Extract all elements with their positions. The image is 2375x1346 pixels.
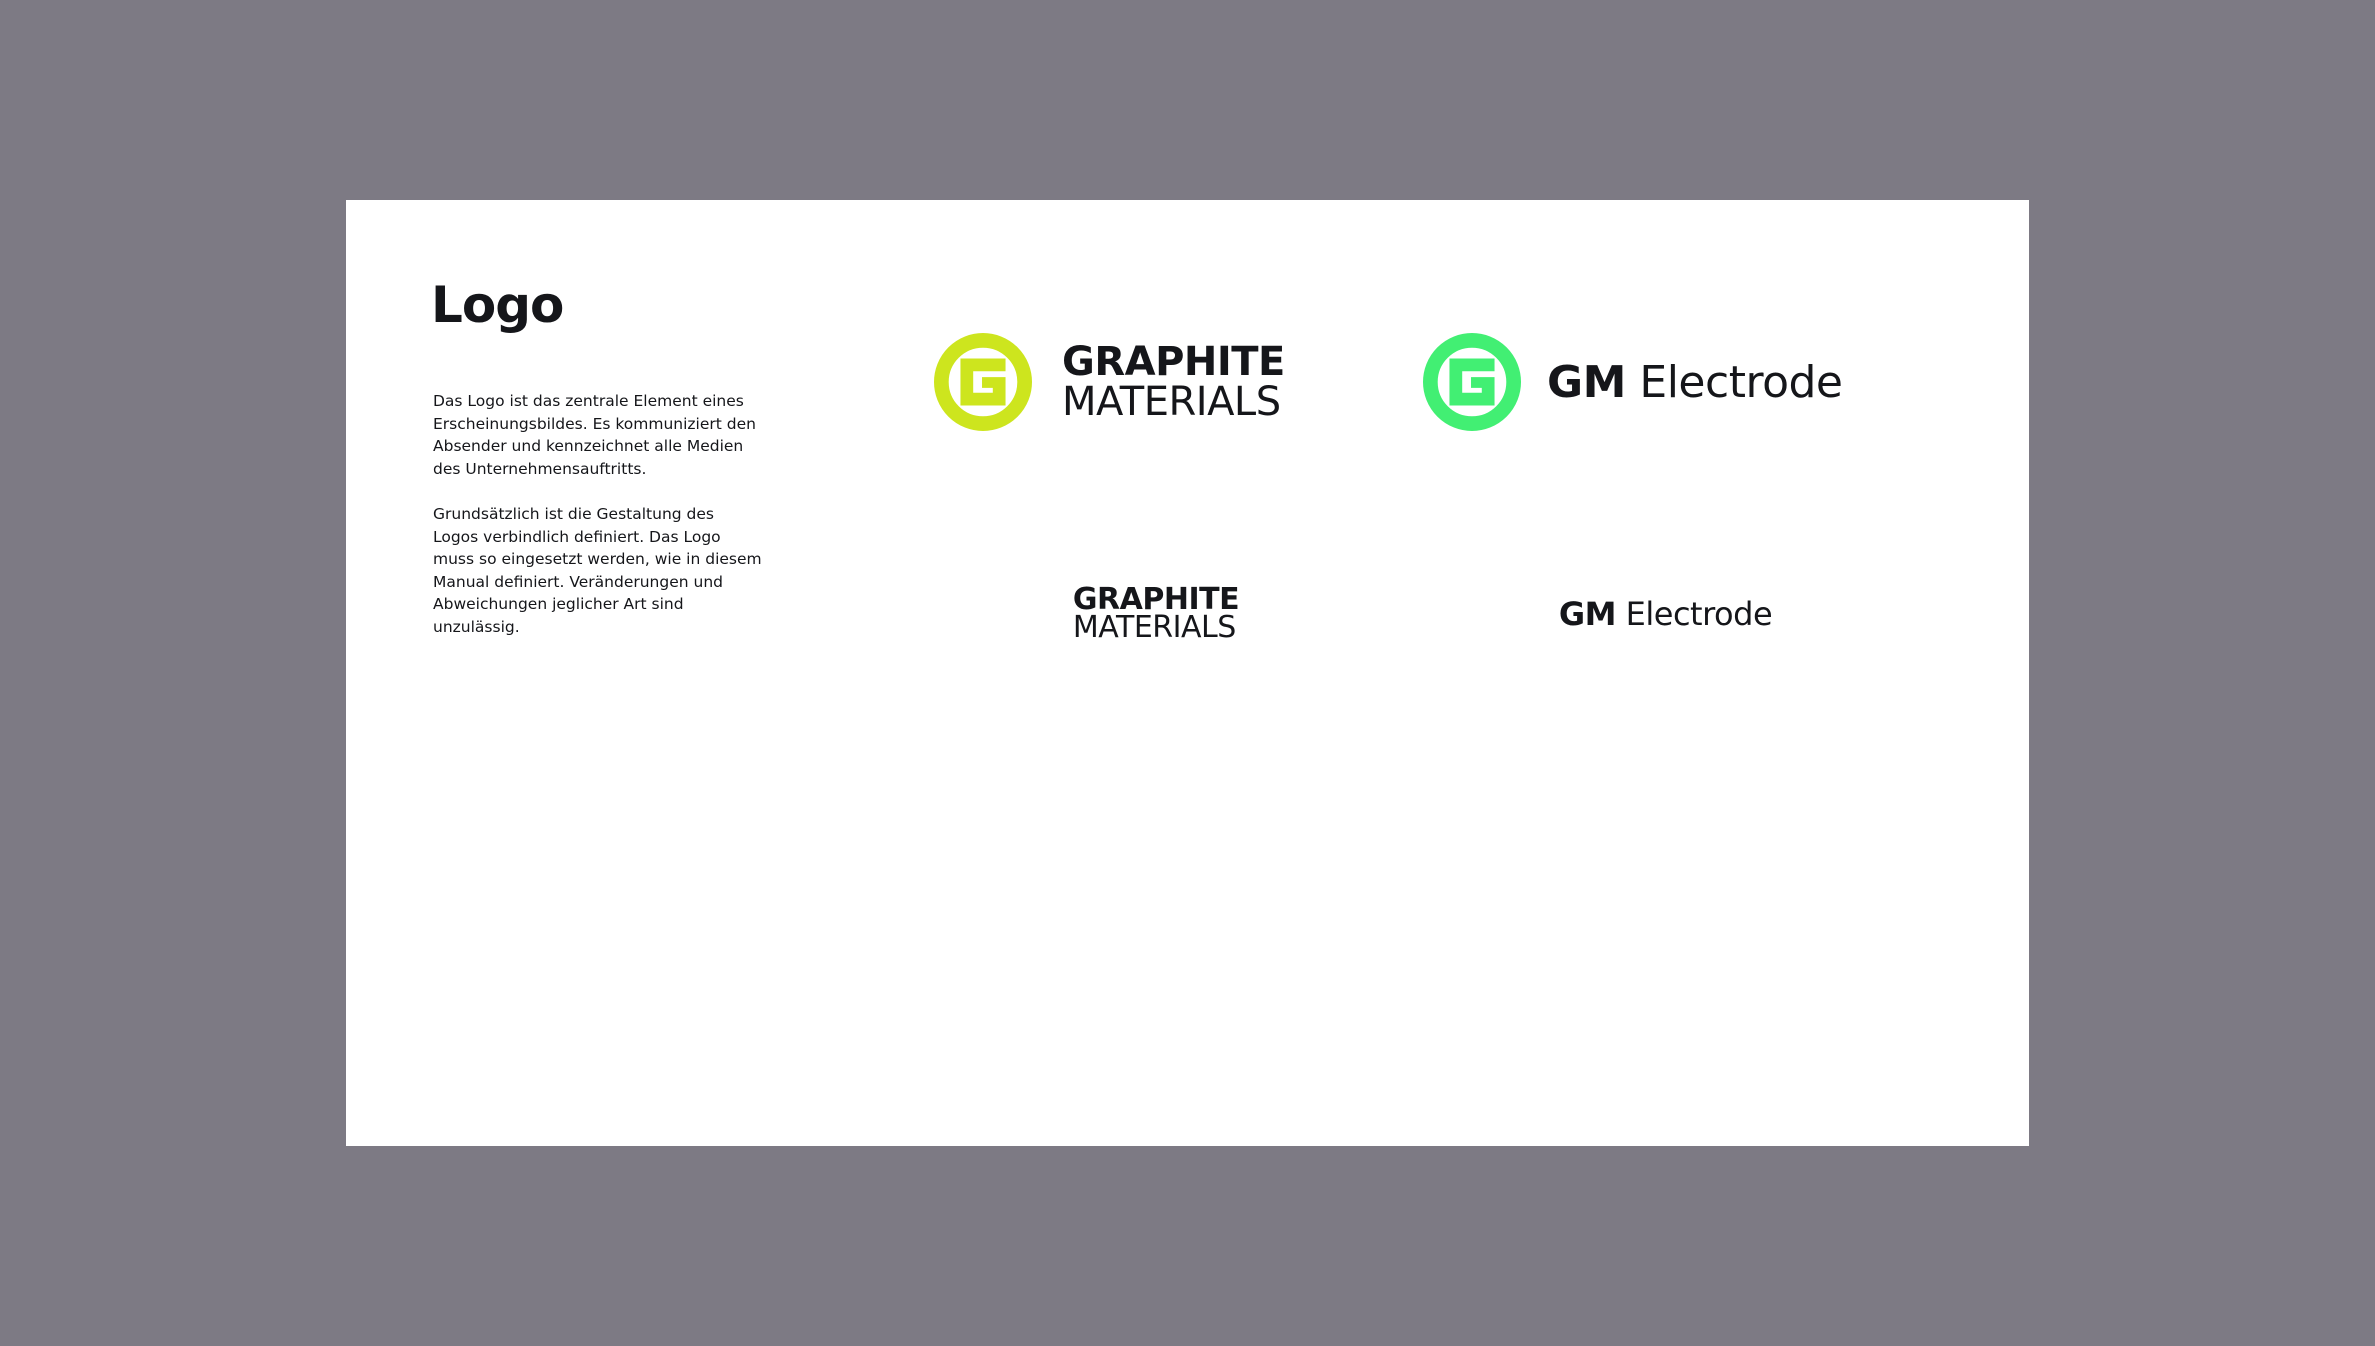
page-title: Logo [431,276,564,334]
gm-electrode-wordmark [1559,911,1772,949]
electrode-panel-black [1423,693,1820,851]
g-ring-icon [1471,580,1539,648]
gm-electrode-wordmark [1547,357,1843,408]
graphite-materials-wordmark [1072,898,1240,961]
graphite-panel-lime [934,535,1290,693]
description-paragraph-2: Grundsätzlich ist die Gestaltung des Logos verbindlich definiert. Das Logo muss so eingesetzt werden, wie in diesem Manual definiert. Veränderungen und Abweichungen jeglicher Art sind unzulässig. [433,505,762,636]
wordmark-line-1: GRAPHITE [1062,339,1285,385]
electrode-panel-green [1423,535,1820,693]
g-ring-icon [1471,896,1539,964]
graphite-panel-gray [934,851,1290,1009]
gm-electrode-wordmark [1559,753,1772,791]
wordmark-line-1: GRAPHITE [1072,582,1240,617]
gm-electrode-logo [1471,896,1772,964]
wordmark-regular-part: Electrode [1625,753,1773,791]
wordmark-regular-part: Electrode [1639,356,1843,408]
graphite-panel-black [934,693,1290,851]
description-text [433,390,763,661]
wordmark-line-1: GRAPHITE [1072,898,1240,933]
gm-electrode-logo [1471,580,1772,648]
graphite-materials-logo [985,896,1239,964]
g-ring-icon [934,333,1032,431]
gm-electrode-logo [1471,738,1772,806]
g-ring-icon [1471,738,1539,806]
g-ring-icon [985,580,1053,648]
graphite-materials-wordmark [1072,582,1240,645]
wordmark-bold-part: GM [1558,753,1616,791]
wordmark-regular-part: Electrode [1625,595,1773,633]
wordmark-line-2: MATERIALS [1072,768,1236,803]
graphite-materials-wordmark [1072,740,1240,803]
wordmark-regular-part: Electrode [1625,911,1773,949]
wordmark-bold-part: GM [1558,911,1616,949]
gm-electrode-wordmark [1559,595,1772,633]
wordmark-bold-part: GM [1547,356,1626,408]
graphite-materials-logo [985,738,1239,806]
wordmark-bold-part: GM [1558,595,1616,633]
g-ring-icon [1423,333,1521,431]
wordmark-line-2: MATERIALS [1072,926,1236,961]
graphite-materials-logo [934,333,1285,431]
g-ring-icon [985,896,1053,964]
wordmark-line-2: MATERIALS [1062,379,1281,425]
gm-electrode-logo [1423,333,1843,431]
wordmark-line-2: MATERIALS [1072,610,1236,645]
logo-guideline-slide [346,200,2029,1146]
electrode-panel-gray [1423,851,1820,1009]
wordmark-line-1: GRAPHITE [1072,740,1240,775]
graphite-materials-logo [985,580,1239,648]
description-paragraph-1: Das Logo ist das zentrale Element eines Erscheinungsbildes. Es kommuniziert den Absender und kennzeichnet alle Medien des Unternehmensauftritts. [433,392,756,478]
graphite-materials-wordmark [1062,339,1285,425]
g-ring-icon [985,738,1053,806]
